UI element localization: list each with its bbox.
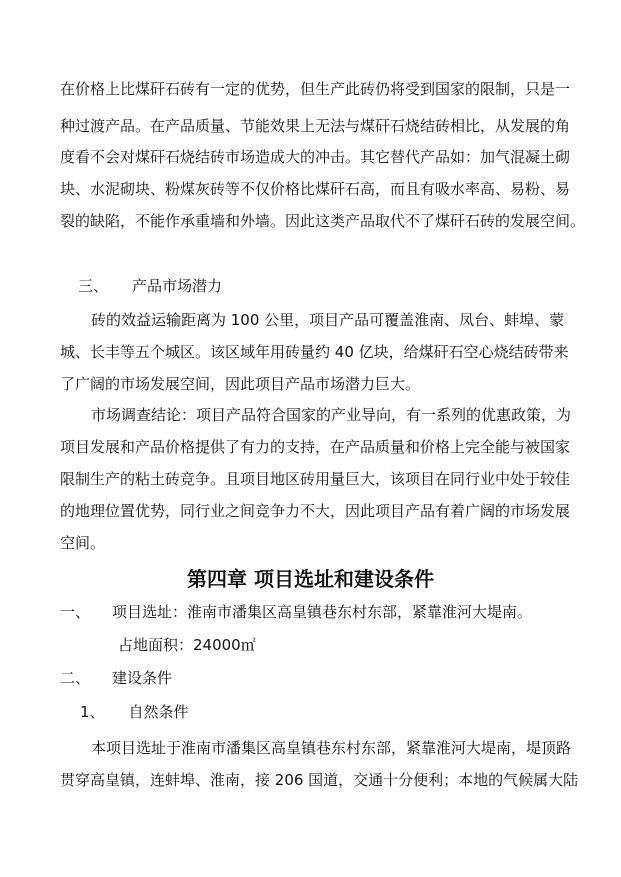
section-heading bbox=[60, 668, 565, 688]
paragraph-line: 在价格上比煤矸石砖有一定的优势，但生产此砖仍将受到国家的限制，只是一 bbox=[60, 80, 571, 98]
paragraph-line: 项目发展和产品价格提供了有力的支持，在产品质量和价格上完全能与被国家 bbox=[60, 438, 571, 456]
section-number: 三、 bbox=[78, 277, 109, 295]
paragraph-line: 贯穿高皇镇，连蚌埠、淮南，接 206 国道，交通十分便利；本地的气候属大陆 bbox=[60, 771, 579, 789]
paragraph-line: 裂的缺陷，不能作承重墙和外墙。因此这类产品取代不了煤矸石砖的发展空间。 bbox=[60, 212, 586, 230]
subsection-title: 自然条件 bbox=[128, 703, 189, 721]
paragraph-line: 块、水泥砌块、粉煤灰砖等不仅价格比煤矸石高，而且有吸水率高、易粉、易 bbox=[60, 180, 571, 198]
paragraph-line: 空间。 bbox=[60, 534, 106, 552]
item-number: 1、 bbox=[80, 703, 105, 721]
subsection-heading bbox=[80, 702, 585, 722]
paragraph-line: 种过渡产品。在产品质量、节能效果上无法与煤矸石烧结砖相比，从发展的角 bbox=[60, 117, 571, 135]
paragraph-line: 砖的效益运输距离为 100 公里，项目产品可覆盖淮南、凤台、蚌埠、蒙 bbox=[91, 311, 565, 329]
paragraph-line: 的地理位置优势，同行业之间竞争力不大，因此项目产品有着广阔的市场发展 bbox=[60, 502, 571, 520]
paragraph-line: 城、长丰等五个城区。该区域年用砖量约 40 亿块，给煤矸石空心烧结砖带来 bbox=[60, 343, 569, 361]
paragraph-line: 了广阔的市场发展空间，因此项目产品市场潜力巨大。 bbox=[60, 375, 421, 393]
item-number: 二、 bbox=[60, 669, 91, 687]
section-title: 产品市场潜力 bbox=[132, 277, 223, 295]
section-heading bbox=[78, 276, 583, 296]
chapter-title: 第四章 项目选址和建设条件 bbox=[187, 567, 434, 591]
paragraph-line: 度看不会对煤矸石烧结砖市场造成大的冲击。其它替代产品如：加气混凝土砌 bbox=[60, 148, 571, 166]
site-selection-line bbox=[60, 602, 565, 622]
section-title: 建设条件 bbox=[112, 669, 173, 687]
paragraph-line: 限制生产的粘土砖竞争。且项目地区砖用量巨大，该项目在同行业中处于较佳 bbox=[60, 470, 571, 488]
paragraph-line: 市场调查结论：项目产品符合国家的产业导向，有一系列的优惠政策，为 bbox=[91, 406, 572, 424]
land-area: 占地面积：24000㎡ bbox=[118, 636, 256, 654]
paragraph-line: 本项目选址于淮南市潘集区高皇镇巷东村东部，紧靠淮河大堤南，堤顶路 bbox=[91, 739, 572, 757]
site-selection-text: 项目选址：淮南市潘集区高皇镇巷东村东部，紧靠淮河大堤南。 bbox=[112, 603, 533, 621]
item-number: 一、 bbox=[60, 603, 91, 621]
